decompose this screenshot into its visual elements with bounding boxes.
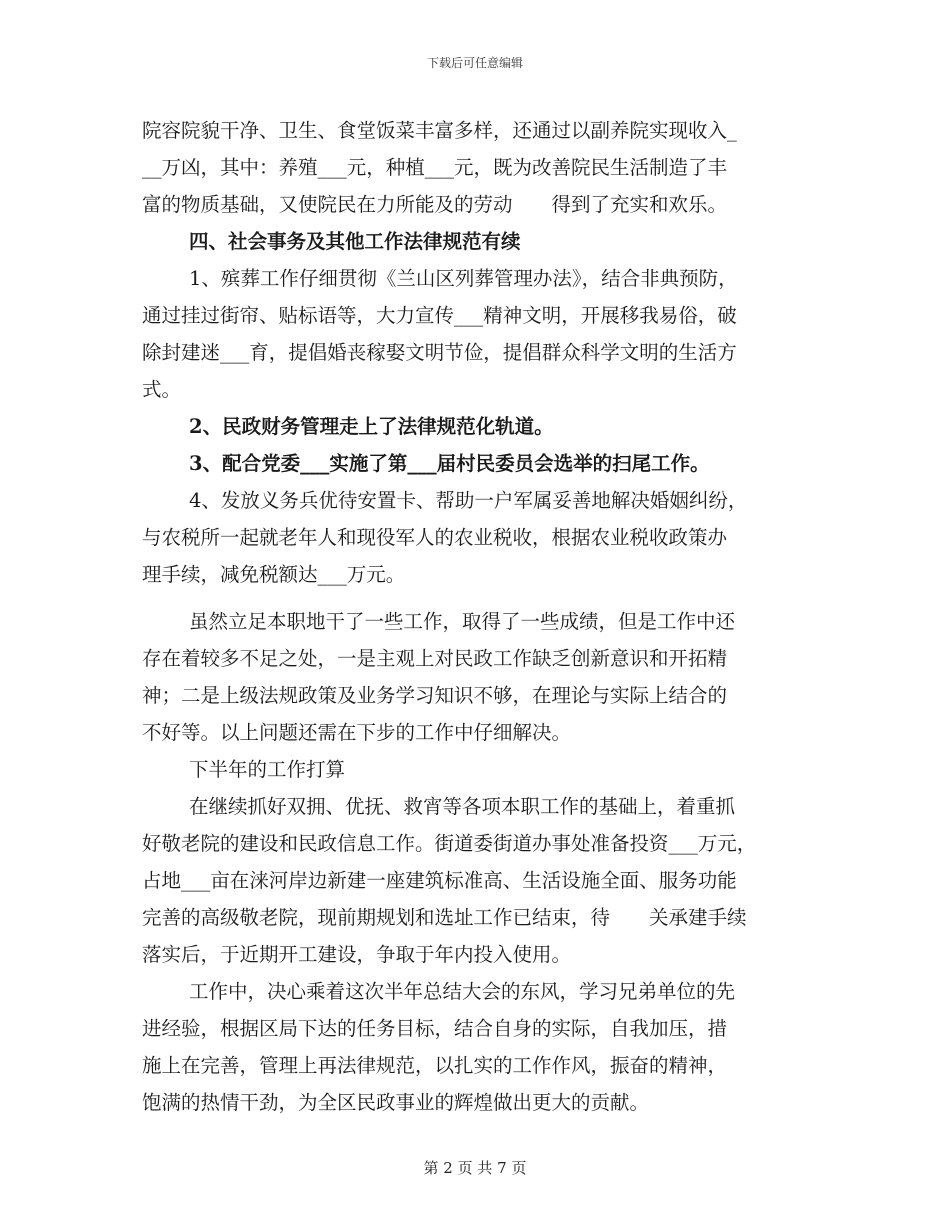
paragraph-line: 落实后，于近期开工建设，争取于年内投入使用。 xyxy=(142,943,572,966)
paragraph-line: 与农税所一起就老年人和现役军人的农业税收，根据农业税收政策办 xyxy=(142,526,728,549)
item-heading: 3、配合党委___实施了第___届村民委员会选举的扫尾工作。 xyxy=(189,452,710,475)
paragraph-line: 施上在完善，管理上再法律规范，以扎实的工作作风，振奋的精神， xyxy=(142,1054,728,1077)
paragraph-line: 通过挂过街帘、贴标语等，大力宣传___精神文明，开展移我易俗，破 xyxy=(142,304,737,327)
paragraph-line: 理手续，减免税额达___万元。 xyxy=(142,563,406,586)
paragraph-line: 进经验，根据区局下达的任务目标，结合自身的实际，自我加压，措 xyxy=(142,1017,728,1040)
document-body xyxy=(142,112,812,1121)
paragraph-line: 完善的高级敬老院，现前期规划和选址工作已结束，待 关承建手续 xyxy=(142,906,747,929)
paragraph-line: 除封建迷___育，提倡婚丧稼娶文明节俭，提倡群众科学文明的生活方 xyxy=(142,341,737,364)
paragraph-line: 好敬老院的建设和民政信息工作。街道委街道办事处准备投资___万元， xyxy=(142,832,757,855)
paragraph-line: __万凶，其中：养殖___元，种植___元，既为改善院民生活制造了丰 xyxy=(142,156,728,179)
section-heading: 四、社会事务及其他工作法律规范有续 xyxy=(189,230,521,253)
paragraph-line: 工作中，决心乘着这次半年总结大会的东风，学习兄弟单位的先 xyxy=(189,980,736,1003)
item-heading: 2、民政财务管理走上了法律规范化轨道。 xyxy=(189,415,554,438)
paragraph-line: 1、殡葬工作仔细贯彻《兰山区列葬管理办法》，结合非典预防， xyxy=(189,267,738,290)
paragraph-line: 4、发放义务兵优待安置卡、帮助一户军属妥善地解决婚姻纠纷， xyxy=(189,489,748,512)
paragraph-line: 存在着较多不足之处，一是主观上对民政工作缺乏创新意识和开拓精 xyxy=(142,647,728,670)
paragraph-line: 饱满的热情干劲，为全区民政事业的辉煌做出更大的贡献。 xyxy=(142,1091,650,1114)
paragraph-line: 不好等。以上问题还需在下步的工作中仔细解决。 xyxy=(142,721,572,744)
paragraph-line: 式。 xyxy=(142,378,182,401)
page-footer: 第 2 页 共 7 页 xyxy=(423,1159,527,1177)
paragraph-line: 院容院貌干净、卫生、食堂饭菜丰富多样，还通过以副养院实现收入_ xyxy=(142,119,737,142)
section-heading-plain: 下半年的工作打算 xyxy=(189,758,346,781)
paragraph-line: 神；二是上级法规政策及业务学习知识不够，在理论与实际上结合的 xyxy=(142,684,728,707)
paragraph-line: 虽然立足本职地干了一些工作，取得了一些成绩，但是工作中还 xyxy=(189,610,736,633)
paragraph-line: 富的物质基础，又使院民在力所能及的劳动 得到了充实和欢乐。 xyxy=(142,193,728,216)
paragraph-line: 在继续抓好双拥、优抚、救宵等各项本职工作的基础上，着重抓 xyxy=(189,795,736,818)
paragraph-line: 占地___亩在涞河岸边新建一座建筑标准高、生活设施全面、服务功能 xyxy=(142,869,737,892)
page-header: 下载后可任意编辑 xyxy=(426,56,523,70)
